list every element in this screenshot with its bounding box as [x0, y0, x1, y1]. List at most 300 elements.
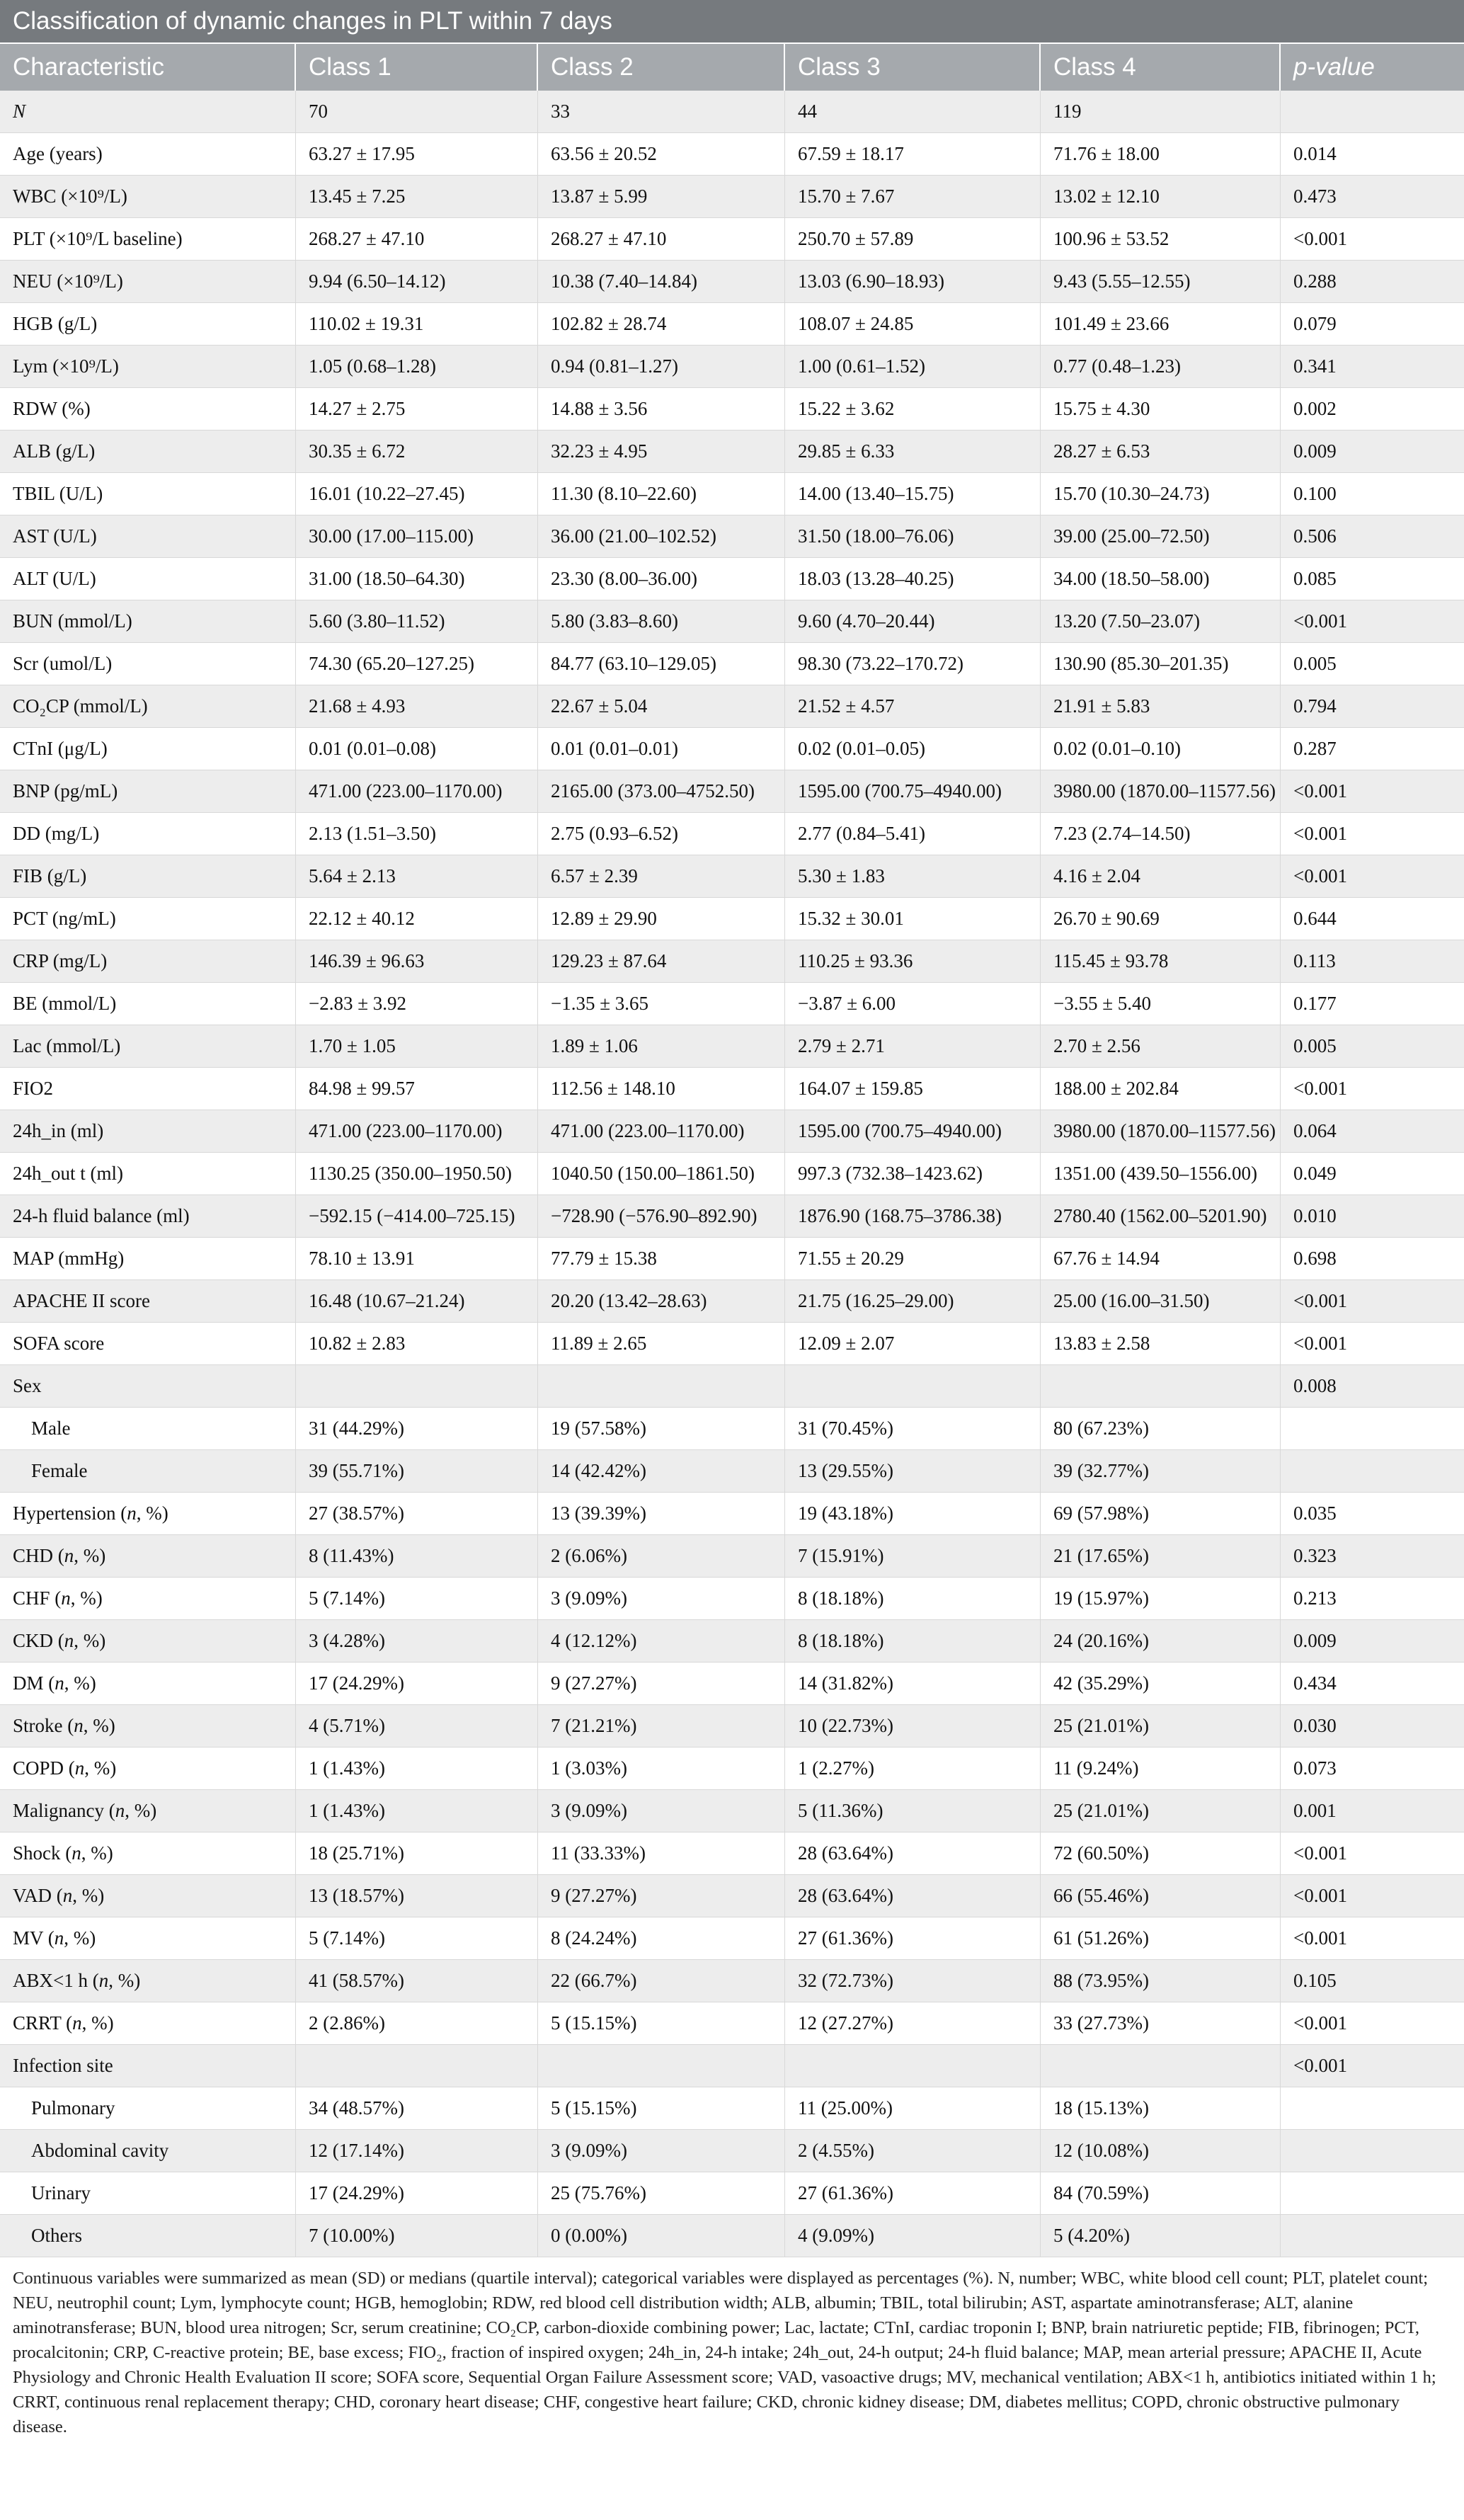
- cell-class-1: 471.00 (223.00–1170.00): [296, 770, 538, 812]
- cell-class-3: 2 (4.55%): [785, 2130, 1041, 2172]
- cell-class-2: 3 (9.09%): [538, 1578, 785, 1619]
- cell-class-4: 21 (17.65%): [1041, 1535, 1281, 1577]
- cell-class-4: 9.43 (5.55–12.55): [1041, 261, 1281, 302]
- row-label: TBIL (U/L): [0, 473, 296, 515]
- row-label: WBC (×10⁹/L): [0, 176, 296, 217]
- cell-p-value: 0.079: [1293, 313, 1337, 334]
- cell-class-4: 25.00 (16.00–31.50): [1041, 1280, 1281, 1322]
- cell-class-4: 19 (15.97%): [1041, 1578, 1281, 1619]
- cell-class-2: 6.57 ± 2.39: [538, 855, 785, 897]
- cell-class-3: 98.30 (73.22–170.72): [785, 643, 1041, 685]
- cell-p-value: [1281, 91, 1464, 132]
- cell-class-2: [538, 1365, 785, 1407]
- row-label: 24h_out t (ml): [0, 1153, 296, 1195]
- cell-p-value: <0.001: [1293, 1333, 1347, 1354]
- row-label: Malignancy (n, %): [0, 1790, 296, 1832]
- header-class-2: Class 2: [538, 44, 785, 91]
- cell-class-2: 5.80 (3.83–8.60): [538, 600, 785, 642]
- cell-class-4: 13.20 (7.50–23.07): [1041, 600, 1281, 642]
- cell-class-4: 67.76 ± 14.94: [1041, 1238, 1281, 1279]
- table-row: [0, 431, 1464, 473]
- cell-p-value: [1281, 1408, 1464, 1449]
- cell-class-4: 7.23 (2.74–14.50): [1041, 813, 1281, 855]
- cell-p-value: <0.001: [1293, 865, 1347, 886]
- table-row: [0, 2002, 1464, 2045]
- row-label: Urinary: [0, 2172, 296, 2214]
- cell-class-1: 5 (7.14%): [296, 1578, 538, 1619]
- row-label: FIB (g/L): [0, 855, 296, 897]
- cell-class-2: 23.30 (8.00–36.00): [538, 558, 785, 600]
- cell-class-2: [538, 2045, 785, 2087]
- cell-class-2: 8 (24.24%): [538, 1917, 785, 1959]
- cell-p-value: 0.644: [1293, 908, 1337, 929]
- cell-class-1: 471.00 (223.00–1170.00): [296, 1110, 538, 1152]
- table-row: [0, 1110, 1464, 1153]
- cell-class-2: 2 (6.06%): [538, 1535, 785, 1577]
- header-class-4: Class 4: [1041, 44, 1281, 91]
- cell-class-3: 2.79 ± 2.71: [785, 1025, 1041, 1067]
- table-row: [0, 133, 1464, 176]
- cell-class-1: 4 (5.71%): [296, 1705, 538, 1747]
- cell-class-3: 0.02 (0.01–0.05): [785, 728, 1041, 770]
- cell-class-1: 5.64 ± 2.13: [296, 855, 538, 897]
- cell-class-2: 22.67 ± 5.04: [538, 685, 785, 727]
- cell-p-value: <0.001: [1293, 1885, 1347, 1906]
- cell-class-3: 28 (63.64%): [785, 1875, 1041, 1917]
- cell-class-3: 5 (11.36%): [785, 1790, 1041, 1832]
- cell-class-1: 22.12 ± 40.12: [296, 898, 538, 940]
- row-label: SOFA score: [0, 1323, 296, 1364]
- cell-p-value: 0.002: [1293, 398, 1337, 419]
- table-row: [0, 91, 1464, 133]
- cell-class-3: 14.00 (13.40–15.75): [785, 473, 1041, 515]
- cell-class-4: 13.02 ± 12.10: [1041, 176, 1281, 217]
- cell-class-2: 268.27 ± 47.10: [538, 218, 785, 260]
- cell-class-2: 0 (0.00%): [538, 2215, 785, 2257]
- cell-class-1: −2.83 ± 3.92: [296, 983, 538, 1025]
- cell-p-value: <0.001: [1293, 1078, 1347, 1099]
- cell-class-2: 14 (42.42%): [538, 1450, 785, 1492]
- cell-class-1: 21.68 ± 4.93: [296, 685, 538, 727]
- table-row: [0, 1365, 1464, 1408]
- cell-class-4: 0.02 (0.01–0.10): [1041, 728, 1281, 770]
- cell-class-4: 12 (10.08%): [1041, 2130, 1281, 2172]
- cell-class-2: 33: [538, 91, 785, 132]
- table-footnote: Continuous variables were summarized as mean (SD) or medians (quartile interval); categorical variables were displayed as percentages (%). N, number; WBC, white blood cell count; PLT, platelet count; NEU, neutrophil count; Lym, lymphocyte count; HGB, hemoglobin; RDW, red blood cell distribution width; ALB, albumin; TBIL, total bilirubin; AST, aspartate aminotransferase; ALT, alanine aminotransferase; BUN, blood urea nitrogen; Scr, serum creatinine; CO₂CP, carbon-dioxide combining power; Lac, lactate; CTnI, cardiac troponin I; BNP, brain natriuretic peptide; FIB, fibrinogen; PCT, procalcitonin; CRP, C-reactive protein; BE, base excess; FIO₂, fraction of inspired oxygen; 24h_in, 24-h intake; 24h_out, 24-h output; 24-h fluid balance; MAP, mean arterial pressure; APACHE II, Acute Physiology and Chronic Health Evaluation II score; SOFA score, Sequential Organ Failure Assessment score; VAD, vasoactive drugs; MV, mechanical ventilation; ABX<1 h, antibiotics initiated within 1 h; CRRT, continuous renal replacement therapy; CHD, coronary heart disease; CHF, congestive heart failure; CKD, chronic kidney disease; DM, diabetes mellitus; COPD, chronic obstructive pulmonary disease.: [13, 2269, 1436, 2436]
- table-row: [0, 983, 1464, 1025]
- cell-class-4: 11 (9.24%): [1041, 1748, 1281, 1789]
- table-row: [0, 1832, 1464, 1875]
- cell-class-2: 14.88 ± 3.56: [538, 388, 785, 430]
- cell-class-4: 25 (21.01%): [1041, 1705, 1281, 1747]
- table-row: [0, 2045, 1464, 2087]
- cell-class-4: 100.96 ± 53.52: [1041, 218, 1281, 260]
- cell-class-4: −3.55 ± 5.40: [1041, 983, 1281, 1025]
- header-class-1: Class 1: [296, 44, 538, 91]
- row-label: 24h_in (ml): [0, 1110, 296, 1152]
- cell-class-1: 1.05 (0.68–1.28): [296, 346, 538, 387]
- cell-p-value: 0.113: [1293, 950, 1336, 971]
- cell-class-2: 10.38 (7.40–14.84): [538, 261, 785, 302]
- cell-class-1: [296, 1365, 538, 1407]
- cell-class-4: 1351.00 (439.50–1556.00): [1041, 1153, 1281, 1195]
- row-label: CRP (mg/L): [0, 940, 296, 982]
- cell-class-3: 12 (27.27%): [785, 2002, 1041, 2044]
- cell-class-3: 1 (2.27%): [785, 1748, 1041, 1789]
- cell-class-2: 36.00 (21.00–102.52): [538, 515, 785, 557]
- cell-p-value: 0.213: [1293, 1587, 1337, 1609]
- cell-class-4: 13.83 ± 2.58: [1041, 1323, 1281, 1364]
- cell-class-3: 15.70 ± 7.67: [785, 176, 1041, 217]
- cell-class-2: 5 (15.15%): [538, 2087, 785, 2129]
- cell-class-4: 88 (73.95%): [1041, 1960, 1281, 2002]
- cell-class-3: 27 (61.36%): [785, 1917, 1041, 1959]
- cell-class-1: 30.35 ± 6.72: [296, 431, 538, 472]
- cell-class-1: 17 (24.29%): [296, 2172, 538, 2214]
- cell-p-value: 0.009: [1293, 440, 1337, 462]
- cell-class-3: 7 (15.91%): [785, 1535, 1041, 1577]
- cell-p-value: 0.105: [1293, 1970, 1337, 1991]
- cell-class-1: 8 (11.43%): [296, 1535, 538, 1577]
- cell-p-value: [1281, 2172, 1464, 2214]
- table-row: [0, 473, 1464, 515]
- cell-class-1: 74.30 (65.20–127.25): [296, 643, 538, 685]
- cell-class-3: 15.22 ± 3.62: [785, 388, 1041, 430]
- cell-p-value: <0.001: [1293, 610, 1347, 632]
- table-row: [0, 1620, 1464, 1663]
- cell-class-1: 27 (38.57%): [296, 1493, 538, 1534]
- cell-class-3: 1876.90 (168.75–3786.38): [785, 1195, 1041, 1237]
- cell-class-1: 30.00 (17.00–115.00): [296, 515, 538, 557]
- cell-class-2: 11.30 (8.10–22.60): [538, 473, 785, 515]
- row-label: MAP (mmHg): [0, 1238, 296, 1279]
- cell-class-1: 1130.25 (350.00–1950.50): [296, 1153, 538, 1195]
- row-label: Scr (umol/L): [0, 643, 296, 685]
- cell-class-2: 19 (57.58%): [538, 1408, 785, 1449]
- cell-class-2: 0.01 (0.01–0.01): [538, 728, 785, 770]
- cell-class-3: 28 (63.64%): [785, 1832, 1041, 1874]
- cell-class-4: 24 (20.16%): [1041, 1620, 1281, 1662]
- table-row: [0, 1535, 1464, 1578]
- table-row: [0, 1917, 1464, 1960]
- cell-class-1: 17 (24.29%): [296, 1663, 538, 1704]
- cell-class-2: 20.20 (13.42–28.63): [538, 1280, 785, 1322]
- cell-class-4: 4.16 ± 2.04: [1041, 855, 1281, 897]
- cell-p-value: 0.341: [1293, 355, 1337, 377]
- cell-class-3: 71.55 ± 20.29: [785, 1238, 1041, 1279]
- cell-p-value: 0.434: [1293, 1672, 1337, 1694]
- header-p-value: [1281, 44, 1464, 91]
- cell-class-2: 471.00 (223.00–1170.00): [538, 1110, 785, 1152]
- table-row: [0, 1493, 1464, 1535]
- row-label: Hypertension (n, %): [0, 1493, 296, 1534]
- table-header-row: [0, 42, 1464, 91]
- cell-class-2: 1 (3.03%): [538, 1748, 785, 1789]
- table-row: [0, 1790, 1464, 1832]
- cell-class-4: 25 (21.01%): [1041, 1790, 1281, 1832]
- cell-class-1: 5 (7.14%): [296, 1917, 538, 1959]
- cell-class-2: 3 (9.09%): [538, 2130, 785, 2172]
- cell-class-1: 16.48 (10.67–21.24): [296, 1280, 538, 1322]
- table-row: [0, 2172, 1464, 2215]
- cell-class-1: 18 (25.71%): [296, 1832, 538, 1874]
- cell-class-3: 2.77 (0.84–5.41): [785, 813, 1041, 855]
- table-row: [0, 2087, 1464, 2130]
- cell-class-2: 7 (21.21%): [538, 1705, 785, 1747]
- table-row: [0, 1238, 1464, 1280]
- cell-class-1: 16.01 (10.22–27.45): [296, 473, 538, 515]
- table-row: [0, 1153, 1464, 1195]
- table-row: [0, 728, 1464, 770]
- cell-class-4: 115.45 ± 93.78: [1041, 940, 1281, 982]
- row-label: COPD (n, %): [0, 1748, 296, 1789]
- cell-class-4: 66 (55.46%): [1041, 1875, 1281, 1917]
- cell-class-3: 8 (18.18%): [785, 1578, 1041, 1619]
- cell-class-3: 11 (25.00%): [785, 2087, 1041, 2129]
- row-label: CRRT (n, %): [0, 2002, 296, 2044]
- cell-class-4: [1041, 1365, 1281, 1407]
- cell-p-value: 0.323: [1293, 1545, 1337, 1566]
- row-label: Sex: [0, 1365, 296, 1407]
- table-row: [0, 558, 1464, 600]
- row-label: Others: [0, 2215, 296, 2257]
- cell-class-2: 12.89 ± 29.90: [538, 898, 785, 940]
- table-row: [0, 600, 1464, 643]
- table-row: [0, 303, 1464, 346]
- cell-class-3: 21.52 ± 4.57: [785, 685, 1041, 727]
- row-label: BE (mmol/L): [0, 983, 296, 1025]
- row-label: CHF (n, %): [0, 1578, 296, 1619]
- row-label: NEU (×10⁹/L): [0, 261, 296, 302]
- cell-p-value: <0.001: [1293, 780, 1347, 802]
- row-label: FIO2: [0, 1068, 296, 1110]
- row-label: ALT (U/L): [0, 558, 296, 600]
- cell-p-value: 0.005: [1293, 653, 1337, 674]
- cell-class-2: −728.90 (−576.90–892.90): [538, 1195, 785, 1237]
- row-label: CO₂CP (mmol/L): [0, 685, 296, 727]
- table-row: [0, 1705, 1464, 1748]
- cell-class-3: 1.00 (0.61–1.52): [785, 346, 1041, 387]
- cell-class-2: 5 (15.15%): [538, 2002, 785, 2044]
- table-title: Classification of dynamic changes in PLT within 7 days: [0, 0, 1464, 42]
- cell-class-3: 29.85 ± 6.33: [785, 431, 1041, 472]
- cell-class-1: 2.13 (1.51–3.50): [296, 813, 538, 855]
- cell-class-3: 21.75 (16.25–29.00): [785, 1280, 1041, 1322]
- cell-class-3: −3.87 ± 6.00: [785, 983, 1041, 1025]
- cell-p-value: 0.287: [1293, 738, 1337, 759]
- cell-class-3: 164.07 ± 159.85: [785, 1068, 1041, 1110]
- cell-class-2: 22 (66.7%): [538, 1960, 785, 2002]
- cell-class-3: 4 (9.09%): [785, 2215, 1041, 2257]
- cell-class-2: 1.89 ± 1.06: [538, 1025, 785, 1067]
- cell-class-3: 108.07 ± 24.85: [785, 303, 1041, 345]
- cell-class-1: 2 (2.86%): [296, 2002, 538, 2044]
- cell-class-4: 80 (67.23%): [1041, 1408, 1281, 1449]
- row-label: Age (years): [0, 133, 296, 175]
- row-label: CTnI (μg/L): [0, 728, 296, 770]
- cell-class-4: 21.91 ± 5.83: [1041, 685, 1281, 727]
- row-label: BNP (pg/mL): [0, 770, 296, 812]
- cell-class-4: 119: [1041, 91, 1281, 132]
- table-row: [0, 261, 1464, 303]
- cell-class-3: 14 (31.82%): [785, 1663, 1041, 1704]
- cell-class-3: 9.60 (4.70–20.44): [785, 600, 1041, 642]
- cell-class-3: [785, 1365, 1041, 1407]
- cell-class-1: 70: [296, 91, 538, 132]
- cell-class-1: 13 (18.57%): [296, 1875, 538, 1917]
- cell-class-2: 32.23 ± 4.95: [538, 431, 785, 472]
- cell-class-2: 0.94 (0.81–1.27): [538, 346, 785, 387]
- row-label: PCT (ng/mL): [0, 898, 296, 940]
- cell-class-4: 18 (15.13%): [1041, 2087, 1281, 2129]
- cell-class-3: 110.25 ± 93.36: [785, 940, 1041, 982]
- cell-class-1: 268.27 ± 47.10: [296, 218, 538, 260]
- cell-class-1: 41 (58.57%): [296, 1960, 538, 2002]
- cell-p-value: 0.473: [1293, 186, 1337, 207]
- cell-class-4: 15.75 ± 4.30: [1041, 388, 1281, 430]
- cell-class-1: 31 (44.29%): [296, 1408, 538, 1449]
- cell-class-2: 77.79 ± 15.38: [538, 1238, 785, 1279]
- cell-class-3: 15.32 ± 30.01: [785, 898, 1041, 940]
- cell-p-value: 0.030: [1293, 1715, 1337, 1736]
- cell-class-3: 27 (61.36%): [785, 2172, 1041, 2214]
- table-row: [0, 176, 1464, 218]
- table-row: [0, 1068, 1464, 1110]
- cell-class-1: 5.60 (3.80–11.52): [296, 600, 538, 642]
- cell-class-3: 997.3 (732.38–1423.62): [785, 1153, 1041, 1195]
- row-label: Lac (mmol/L): [0, 1025, 296, 1067]
- cell-class-4: 188.00 ± 202.84: [1041, 1068, 1281, 1110]
- row-label: Male: [0, 1408, 296, 1449]
- cell-class-3: 67.59 ± 18.17: [785, 133, 1041, 175]
- cell-class-2: 13 (39.39%): [538, 1493, 785, 1534]
- table-row: [0, 1960, 1464, 2002]
- cell-class-3: 18.03 (13.28–40.25): [785, 558, 1041, 600]
- row-label: APACHE II score: [0, 1280, 296, 1322]
- cell-class-1: −592.15 (−414.00–725.15): [296, 1195, 538, 1237]
- cell-p-value: <0.001: [1293, 1842, 1347, 1864]
- row-label: RDW (%): [0, 388, 296, 430]
- cell-class-4: 2780.40 (1562.00–5201.90): [1041, 1195, 1281, 1237]
- row-label: HGB (g/L): [0, 303, 296, 345]
- cell-p-value: <0.001: [1293, 228, 1347, 249]
- cell-p-value: 0.100: [1293, 483, 1337, 504]
- table-row: [0, 1408, 1464, 1450]
- cell-class-2: 129.23 ± 87.64: [538, 940, 785, 982]
- cell-class-4: 130.90 (85.30–201.35): [1041, 643, 1281, 685]
- cell-p-value: 0.794: [1293, 695, 1337, 717]
- cell-p-value: 0.014: [1293, 143, 1337, 164]
- cell-class-1: 1.70 ± 1.05: [296, 1025, 538, 1067]
- cell-p-value: 0.064: [1293, 1120, 1337, 1141]
- cell-p-value: 0.698: [1293, 1248, 1337, 1269]
- row-label: CKD (n, %): [0, 1620, 296, 1662]
- cell-class-2: 11.89 ± 2.65: [538, 1323, 785, 1364]
- cell-class-3: 8 (18.18%): [785, 1620, 1041, 1662]
- cell-p-value: [1281, 2215, 1464, 2257]
- cell-class-4: 71.76 ± 18.00: [1041, 133, 1281, 175]
- header-class-3: Class 3: [785, 44, 1041, 91]
- cell-class-3: 44: [785, 91, 1041, 132]
- table-row: [0, 346, 1464, 388]
- row-label: CHD (n, %): [0, 1535, 296, 1577]
- row-label: Pulmonary: [0, 2087, 296, 2129]
- row-label: ABX<1 h (n, %): [0, 1960, 296, 2002]
- row-label: 24-h fluid balance (ml): [0, 1195, 296, 1237]
- table-row: [0, 2215, 1464, 2257]
- cell-class-1: 39 (55.71%): [296, 1450, 538, 1492]
- row-label: ALB (g/L): [0, 431, 296, 472]
- cell-class-4: 0.77 (0.48–1.23): [1041, 346, 1281, 387]
- cell-p-value: 0.085: [1293, 568, 1337, 589]
- cell-class-3: 13 (29.55%): [785, 1450, 1041, 1492]
- cell-class-1: 0.01 (0.01–0.08): [296, 728, 538, 770]
- cell-class-4: 2.70 ± 2.56: [1041, 1025, 1281, 1067]
- cell-class-3: [785, 2045, 1041, 2087]
- cell-class-3: 5.30 ± 1.83: [785, 855, 1041, 897]
- cell-class-4: [1041, 2045, 1281, 2087]
- cell-p-value: [1281, 1450, 1464, 1492]
- cell-p-value: 0.008: [1293, 1375, 1337, 1396]
- row-label: Shock (n, %): [0, 1832, 296, 1874]
- cell-class-1: 84.98 ± 99.57: [296, 1068, 538, 1110]
- table-row: [0, 1450, 1464, 1493]
- cell-class-3: 12.09 ± 2.07: [785, 1323, 1041, 1364]
- cell-class-1: 110.02 ± 19.31: [296, 303, 538, 345]
- cell-p-value: 0.506: [1293, 525, 1337, 547]
- cell-class-4: 33 (27.73%): [1041, 2002, 1281, 2044]
- cell-p-value: <0.001: [1293, 823, 1347, 844]
- cell-p-value: 0.073: [1293, 1757, 1337, 1779]
- cell-class-1: 12 (17.14%): [296, 2130, 538, 2172]
- table-row: [0, 218, 1464, 261]
- cell-class-2: −1.35 ± 3.65: [538, 983, 785, 1025]
- cell-class-2: 4 (12.12%): [538, 1620, 785, 1662]
- table-row: [0, 898, 1464, 940]
- row-label: PLT (×10⁹/L baseline): [0, 218, 296, 260]
- cell-class-1: 10.82 ± 2.83: [296, 1323, 538, 1364]
- cell-class-4: 34.00 (18.50–58.00): [1041, 558, 1281, 600]
- cell-class-4: 5 (4.20%): [1041, 2215, 1281, 2257]
- cell-class-4: 61 (51.26%): [1041, 1917, 1281, 1959]
- cell-class-4: 28.27 ± 6.53: [1041, 431, 1281, 472]
- cell-class-2: 63.56 ± 20.52: [538, 133, 785, 175]
- cell-class-2: 25 (75.76%): [538, 2172, 785, 2214]
- row-label: DM (n, %): [0, 1663, 296, 1704]
- cell-p-value: 0.009: [1293, 1630, 1337, 1651]
- row-label: MV (n, %): [0, 1917, 296, 1959]
- table-row: [0, 940, 1464, 983]
- header-characteristic: Characteristic: [0, 44, 296, 91]
- cell-class-1: 1 (1.43%): [296, 1790, 538, 1832]
- row-label: Abdominal cavity: [0, 2130, 296, 2172]
- cell-class-1: 78.10 ± 13.91: [296, 1238, 538, 1279]
- table-row: [0, 855, 1464, 898]
- cell-p-value: 0.001: [1293, 1800, 1337, 1821]
- table-row: [0, 1875, 1464, 1917]
- cell-class-2: 2.75 (0.93–6.52): [538, 813, 785, 855]
- cell-class-3: 19 (43.18%): [785, 1493, 1041, 1534]
- cell-class-1: 14.27 ± 2.75: [296, 388, 538, 430]
- cell-class-4: 26.70 ± 90.69: [1041, 898, 1281, 940]
- cell-class-1: 3 (4.28%): [296, 1620, 538, 1662]
- cell-p-value: 0.005: [1293, 1035, 1337, 1056]
- cell-class-1: 7 (10.00%): [296, 2215, 538, 2257]
- table-row: [0, 1578, 1464, 1620]
- cell-class-3: 1595.00 (700.75–4940.00): [785, 1110, 1041, 1152]
- cell-p-value: [1281, 2130, 1464, 2172]
- cell-class-4: 42 (35.29%): [1041, 1663, 1281, 1704]
